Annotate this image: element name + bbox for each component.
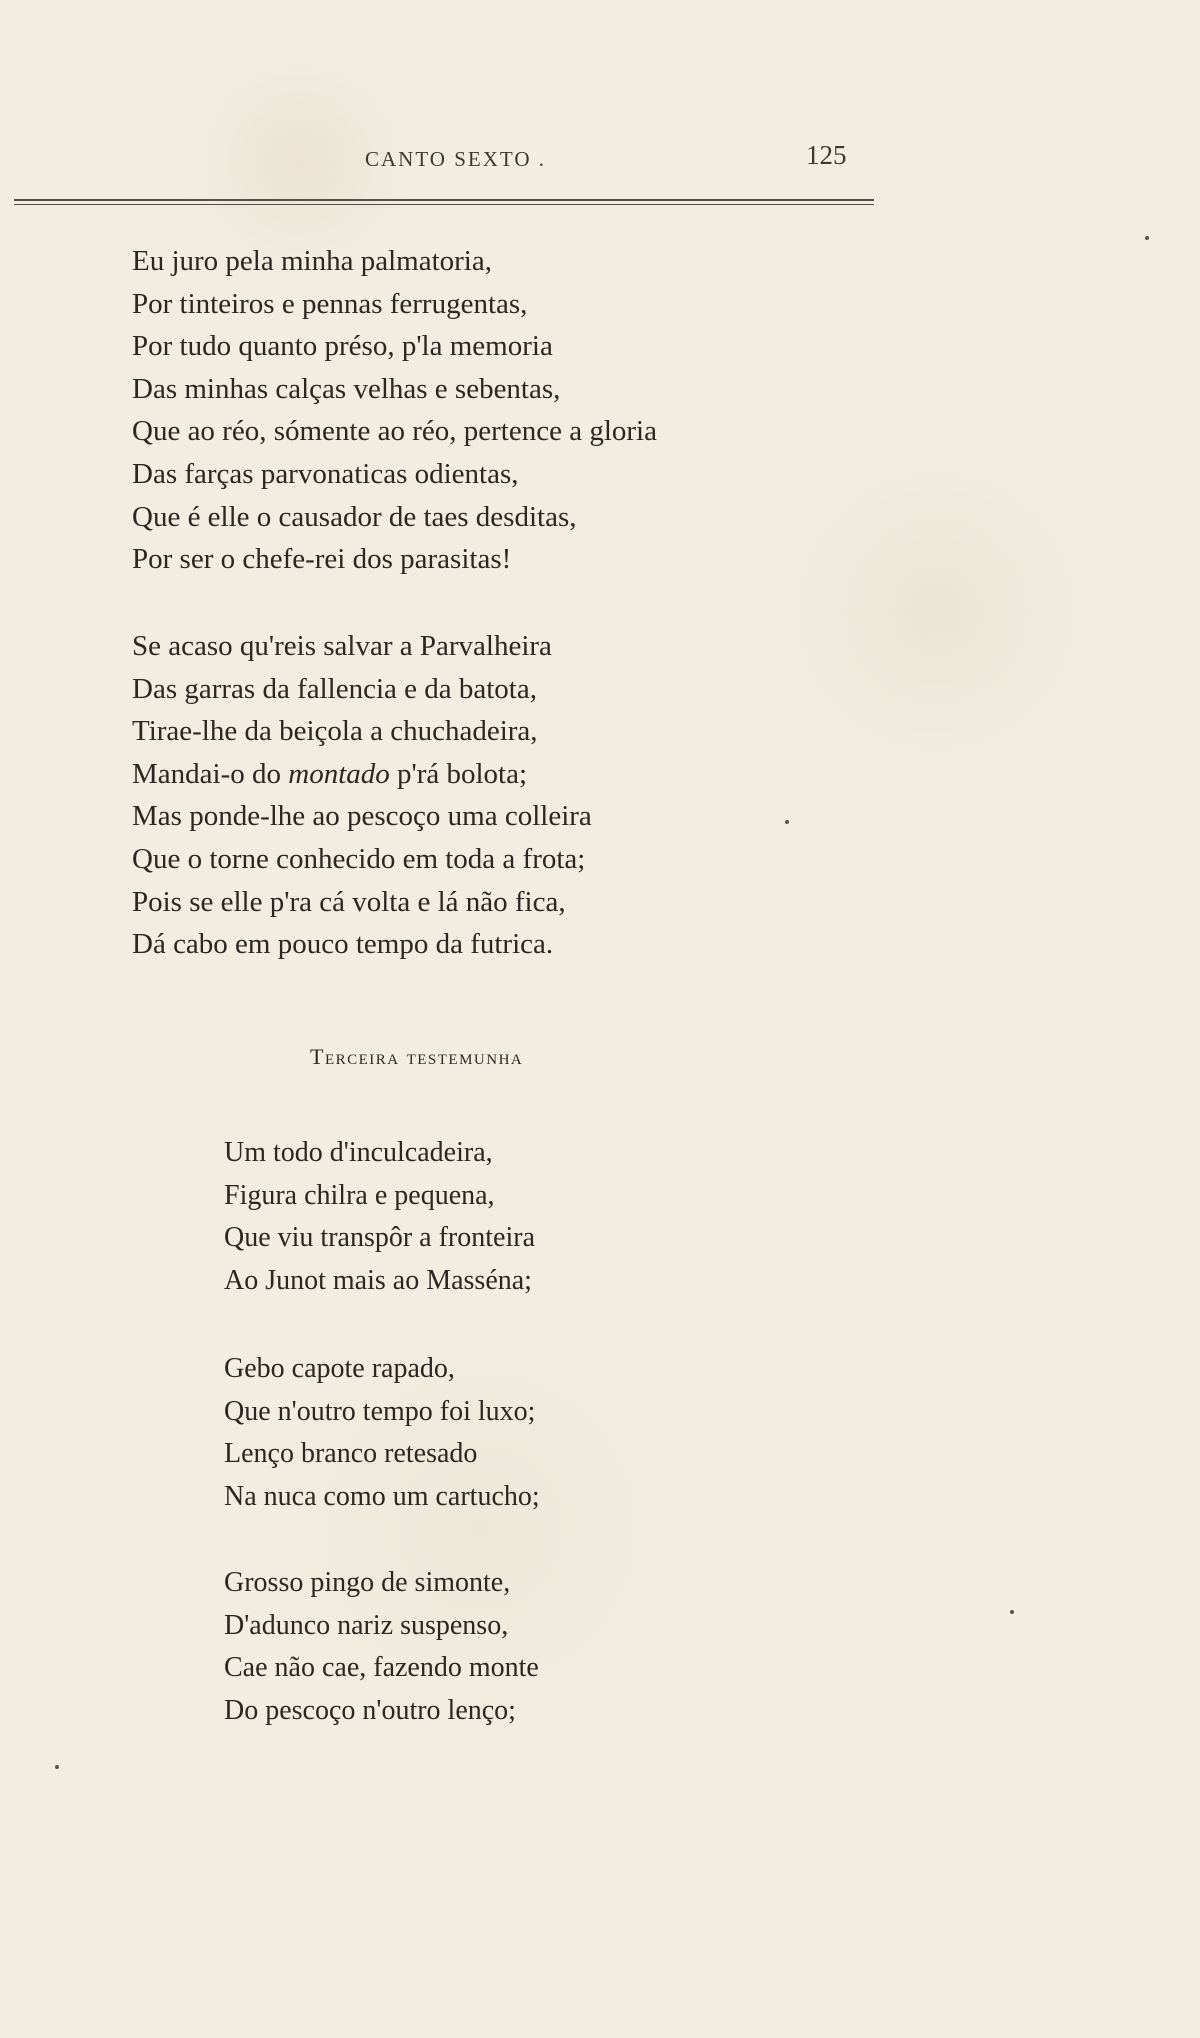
header-rule-bottom xyxy=(14,204,874,205)
page-number: 125 xyxy=(806,140,847,170)
verse-line: Que é elle o causador de taes desditas, xyxy=(132,500,577,533)
verse-line: Por tinteiros e pennas ferrugentas, xyxy=(132,287,528,320)
verse-line: Que o torne conhecido em toda a frota; xyxy=(132,842,586,875)
verse-line: Que viu transpôr a fronteira xyxy=(224,1222,535,1254)
paper-speck xyxy=(55,1765,59,1769)
running-head: CANTO SEXTO . xyxy=(365,147,546,171)
verse-line: D'adunco nariz suspenso, xyxy=(224,1609,509,1641)
verse-line: Figura chilra e pequena, xyxy=(224,1179,495,1211)
verse-line: Pois se elle p'ra cá volta e lá não fica, xyxy=(132,885,566,918)
verse-line: Na nuca como um cartucho; xyxy=(224,1480,540,1512)
verse-line: Que n'outro tempo foi luxo; xyxy=(224,1395,536,1427)
section-heading: Terceira testemunha xyxy=(310,1044,524,1069)
stanza-1 xyxy=(132,240,657,581)
paper-speck xyxy=(785,820,789,824)
verse-line: Mandai-o do montado p'rá bolota; xyxy=(132,757,528,790)
verse-line: Um todo d'inculcadeira, xyxy=(224,1137,493,1168)
verse-line: Se acaso qu'reis salvar a Parvalheira xyxy=(132,630,552,662)
verse-line: Das minhas calças velhas e sebentas, xyxy=(132,372,561,405)
stanza-2 xyxy=(132,625,592,966)
verse-line: Cae não cae, fazendo monte xyxy=(224,1652,539,1684)
verse-line: Por ser o chefe-rei dos parasitas! xyxy=(132,543,512,576)
verse-line: Por tudo quanto préso, p'la memoria xyxy=(132,330,553,363)
verse-line: Ao Junot mais ao Masséna; xyxy=(224,1264,532,1296)
verse-line: Lenço branco retesado xyxy=(224,1438,478,1470)
quatrain-1 xyxy=(224,1132,535,1302)
verse-line: Das garras da fallencia e da batota, xyxy=(132,672,537,705)
paper-speck xyxy=(1145,236,1149,240)
verse-line: Do pescoço n'outro lenço; xyxy=(224,1694,516,1726)
quatrain-3 xyxy=(224,1562,539,1732)
verse-line: Gebo capote rapado, xyxy=(224,1353,455,1384)
verse-line: Dá cabo em pouco tempo da futrica. xyxy=(132,928,554,961)
verse-line: Tirae-lhe da beiçola a chuchadeira, xyxy=(132,715,538,748)
paper-speck xyxy=(1010,1610,1014,1614)
verse-line: Que ao réo, sómente ao réo, pertence a gloria xyxy=(132,415,657,448)
italic-word: montado xyxy=(288,757,390,790)
verse-line: Mas ponde-lhe ao pescoço uma colleira xyxy=(132,800,592,833)
verse-line: Eu juro pela minha palmatoria, xyxy=(132,245,492,277)
quatrain-2 xyxy=(224,1348,540,1518)
verse-line: Das farças parvonaticas odientas, xyxy=(132,457,519,490)
verse-line: Grosso pingo de simonte, xyxy=(224,1567,511,1598)
header-rule-top xyxy=(14,199,874,201)
